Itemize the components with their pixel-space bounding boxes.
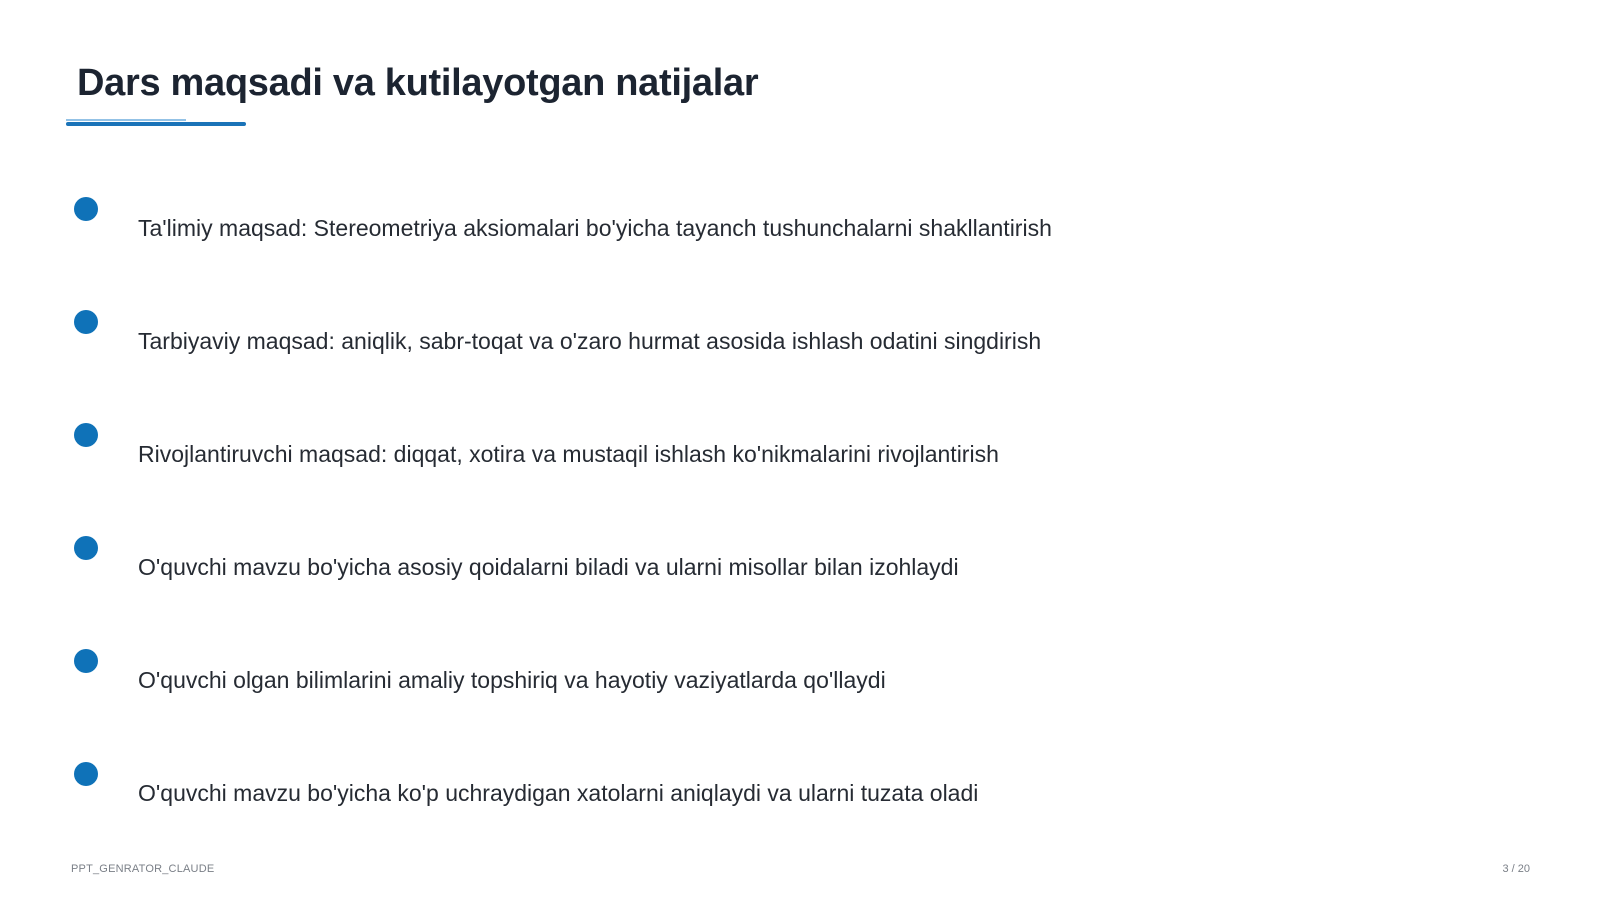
list-item [0, 197, 1600, 257]
bullet-dot-icon [74, 310, 98, 334]
bullet-dot-icon [74, 762, 98, 786]
list-item [0, 423, 1600, 483]
list-item [0, 310, 1600, 370]
slide-title: Dars maqsadi va kutilayotgan natijalar [77, 62, 759, 104]
bullet-text: Ta'limiy maqsad: Stereometriya aksiomalari bo'yicha tayanch tushunchalarni shakllantirish [138, 215, 1052, 241]
bullet-dot-icon [74, 197, 98, 221]
list-item [0, 536, 1600, 596]
bullet-dot-icon [74, 536, 98, 560]
bullet-text: O'quvchi mavzu bo'yicha ko'p uchraydigan xatolarni aniqlaydi va ularni tuzata oladi [138, 780, 979, 806]
bullet-dot-icon [74, 649, 98, 673]
bullet-text: O'quvchi mavzu bo'yicha asosiy qoidalarni biladi va ularni misollar bilan izohlaydi [138, 554, 959, 580]
footer-source: PPT_GENRATOR_CLAUDE [71, 863, 215, 875]
bullet-text: O'quvchi olgan bilimlarini amaliy topshiriq va hayotiy vaziyatlarda qo'llaydi [138, 667, 886, 693]
bullet-dot-icon [74, 423, 98, 447]
list-item [0, 649, 1600, 709]
list-item [0, 762, 1600, 822]
page-number: 3 / 20 [1502, 863, 1530, 875]
bullet-text: Rivojlantiruvchi maqsad: diqqat, xotira va mustaqil ishlash ko'nikmalarini rivojlantirish [138, 441, 999, 467]
bullet-text: Tarbiyaviy maqsad: aniqlik, sabr-toqat va o'zaro hurmat asosida ishlash odatini singdirish [138, 328, 1042, 354]
